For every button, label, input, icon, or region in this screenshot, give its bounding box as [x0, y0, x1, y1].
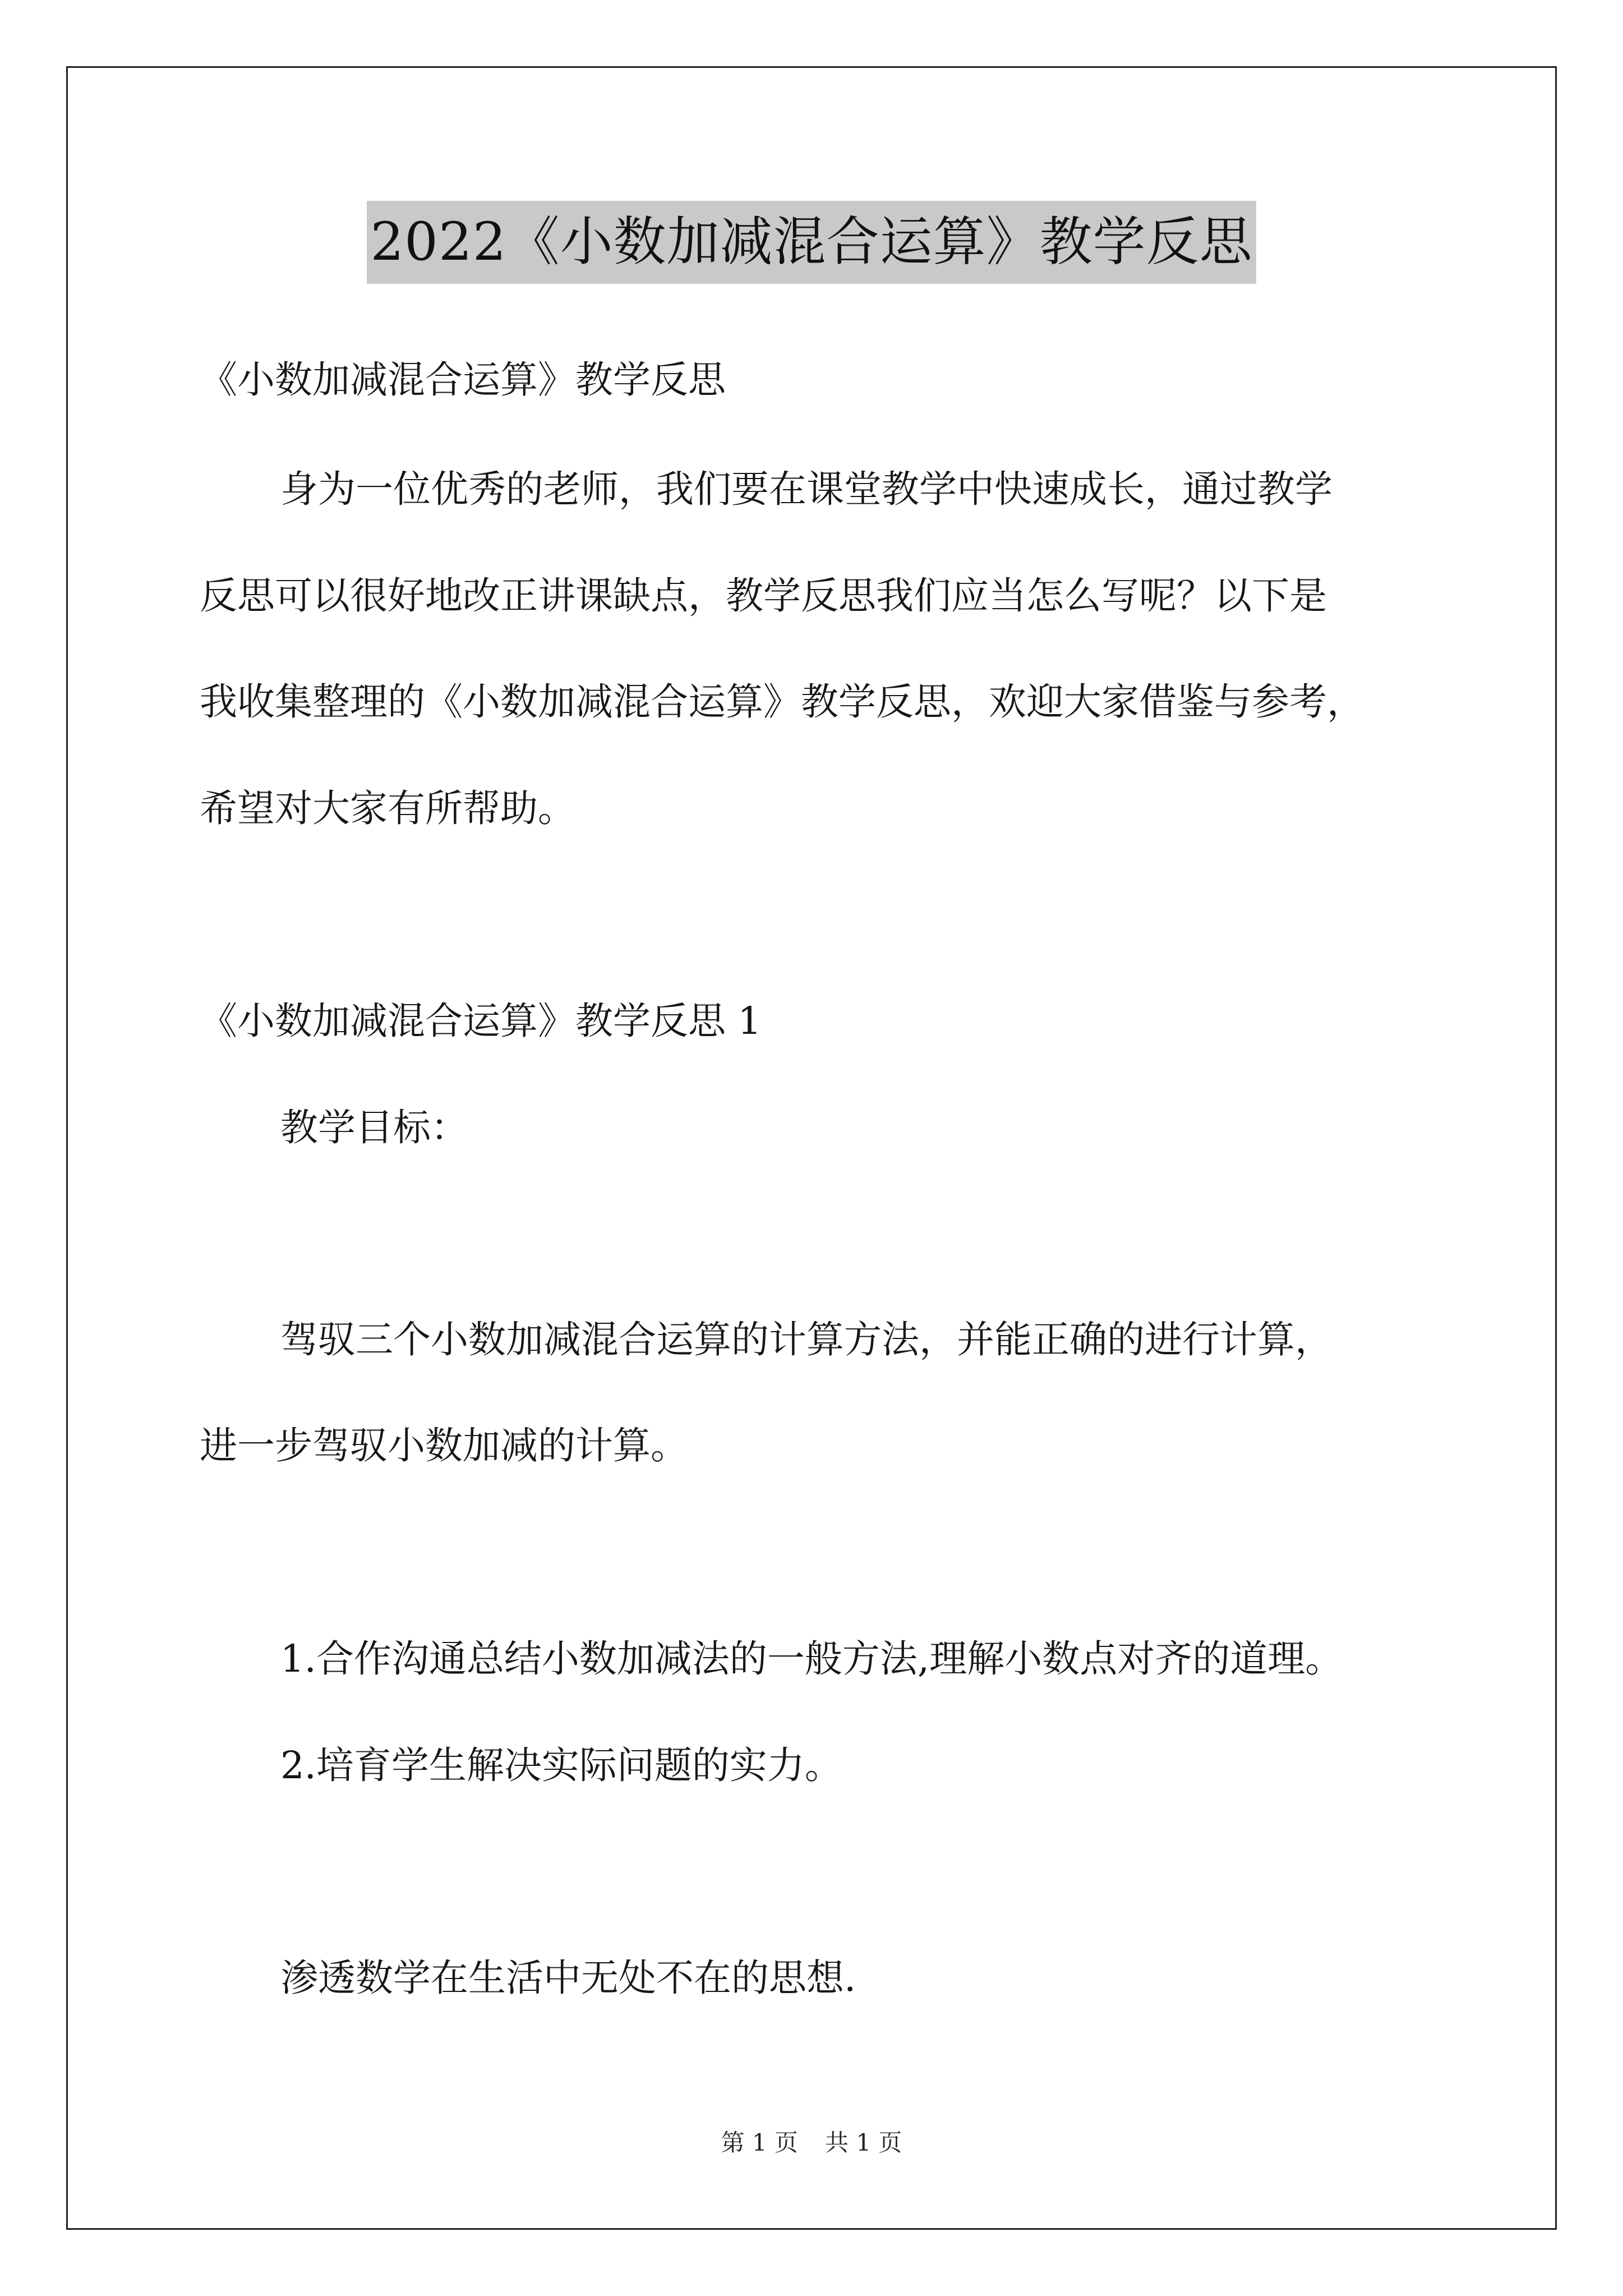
section-heading: 《小数加减混合运算》教学反思 1 — [200, 999, 762, 1043]
intro-line-3: 我收集整理的《小数加减混合运算》教学反思，欢迎大家借鉴与参考， — [200, 680, 1364, 724]
title-container — [0, 201, 1623, 284]
document-title: 2022《小数加减混合运算》教学反思 — [367, 201, 1256, 284]
goal-line-1: 驾驭三个小数加减混合运算的计算方法，并能正确的进行计算， — [280, 1318, 1332, 1361]
list-item-1: 1.合作沟通总结小数加减法的一般方法,理解小数点对齐的道理。 — [280, 1637, 1343, 1681]
intro-line-4: 希望对大家有所帮助。 — [200, 786, 575, 830]
goals-label: 教学目标： — [280, 1106, 468, 1149]
closing-line: 渗透数学在生活中无处不在的思想. — [280, 1956, 856, 2000]
page-number: 第 1 页 — [721, 2129, 798, 2156]
subtitle: 《小数加减混合运算》教学反思 — [200, 358, 726, 402]
goal-line-2: 进一步驾驭小数加减的计算。 — [200, 1424, 688, 1467]
page-footer — [0, 2127, 1623, 2159]
intro-line-2: 反思可以很好地改正讲课缺点，教学反思我们应当怎么写呢？以下是 — [200, 574, 1327, 618]
page-total: 共 1 页 — [825, 2129, 902, 2156]
intro-line-1: 身为一位优秀的老师，我们要在课堂教学中快速成长，通过教学 — [280, 467, 1332, 511]
list-item-2: 2.培育学生解决实际问题的实力。 — [280, 1743, 842, 1787]
